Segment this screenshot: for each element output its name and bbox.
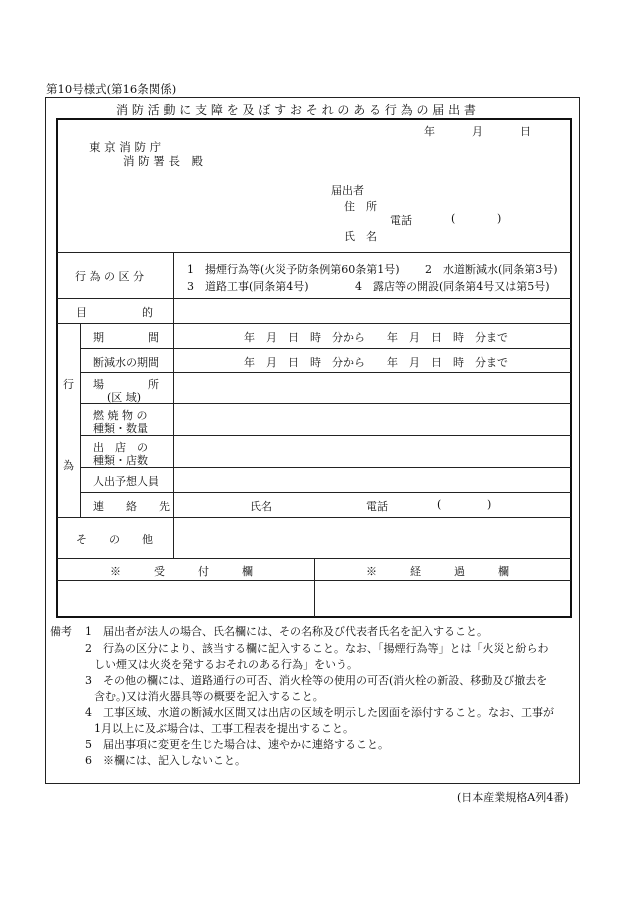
progress-label: ※ 経 過 欄 xyxy=(366,565,509,578)
act-category-option-3: 3 道路工事(同条第4号) xyxy=(187,280,309,293)
rule-after-place xyxy=(80,403,571,404)
applicant-label: 届出者 xyxy=(331,184,364,197)
note-4-line-1: 4 工事区域、水道の断減水区間又は出店の区域を明示した図面を添付すること。なお、工事が xyxy=(85,706,554,719)
addressee-agency: 東 京 消 防 庁 xyxy=(89,140,162,154)
contact-phone-paren-close: ) xyxy=(487,498,492,511)
stall-type-label: 種類・店数 xyxy=(93,454,148,467)
visitors-label: 人出予想人員 xyxy=(93,475,159,488)
rule-after-header xyxy=(57,252,571,253)
act-category-label: 行 為 の 区 分 xyxy=(75,270,144,283)
date-month-label: 月 xyxy=(472,125,483,138)
rule-after-category xyxy=(57,298,571,299)
note-2-line-2: しい煙又は火炎を発するおそれのある行為」をいう。 xyxy=(94,658,358,671)
label-column-divider xyxy=(173,252,174,558)
note-5: 5 届出事項に変更を生じた場合は、速やかに連絡すること。 xyxy=(85,738,389,751)
rule-after-period xyxy=(80,348,571,349)
period-value: 年 月 日 時 分から 年 月 日 時 分まで xyxy=(244,331,508,344)
form-title: 消 防 活 動 に 支 障 を 及 ぼ す お そ れ の あ る 行 為 の 届 出 書 xyxy=(116,103,476,117)
other-label: そ の 他 xyxy=(76,533,153,546)
rule-after-fuel xyxy=(80,435,571,436)
note-1: 1 届出者が法人の場合、氏名欄には、その名称及び代表者氏名を記入すること。 xyxy=(85,625,488,638)
date-year-label: 年 xyxy=(424,125,435,138)
contact-phone-paren-open: ( xyxy=(437,498,442,511)
stall-label: 出 店 の xyxy=(93,441,148,454)
notes-heading: 備考 xyxy=(50,625,72,638)
reception-label: ※ 受 付 欄 xyxy=(110,565,253,578)
applicant-address-label: 住 所 xyxy=(344,200,377,213)
applicant-phone-label: 電話 xyxy=(390,214,412,227)
paper-size-note: (日本産業規格A列4番) xyxy=(457,791,569,804)
contact-label: 連 絡 先 xyxy=(93,500,170,513)
act-side-char-2: 為 xyxy=(63,459,74,472)
fuel-type-label: 種類・数量 xyxy=(93,422,148,435)
contact-name-label: 氏名 xyxy=(250,500,272,513)
note-2-line-1: 2 行為の区分により、該当する欄に記入すること。なお、「揚煙行為等」とは「火災と紛らわ xyxy=(85,642,549,655)
form-number: 第10号様式(第16条関係) xyxy=(46,82,177,96)
act-side-divider xyxy=(80,323,81,517)
fuel-label: 燃 焼 物 の xyxy=(93,409,148,422)
note-3-line-2: 含む。)又は消火器具等の概要を記入すること。 xyxy=(94,690,324,703)
applicant-phone-paren-open: ( xyxy=(451,212,456,225)
addressee-chief: 消 防 署 長 殿 xyxy=(123,154,203,168)
date-day-label: 日 xyxy=(520,125,531,138)
reception-progress-divider xyxy=(314,558,315,617)
rule-after-watercut xyxy=(80,372,571,373)
purpose-label: 目 的 xyxy=(76,306,153,319)
water-cut-value: 年 月 日 時 分から 年 月 日 時 分まで xyxy=(244,356,508,369)
act-category-option-2: 2 水道断減水(同条第3号) xyxy=(425,263,558,276)
rule-after-purpose xyxy=(57,323,571,324)
note-4-line-2: 1月以上に及ぶ場合は、工事工程表を提出すること。 xyxy=(94,722,354,735)
note-6: 6 ※欄には、記入しないこと。 xyxy=(85,754,246,767)
water-cut-label: 断減水の期間 xyxy=(93,356,159,369)
applicant-phone-paren-close: ) xyxy=(497,212,502,225)
contact-phone-label: 電話 xyxy=(366,500,388,513)
note-3-line-1: 3 その他の欄には、道路通行の可否、消火栓等の使用の可否(消火栓の新設、移動及び撤去を xyxy=(85,674,548,687)
period-label: 期 間 xyxy=(93,331,159,344)
place-label: 場 所 xyxy=(93,378,159,391)
applicant-name-label: 氏 名 xyxy=(344,230,377,243)
act-side-char-1: 行 xyxy=(63,378,74,391)
act-category-option-4: 4 露店等の開設(同条第4号又は第5号) xyxy=(355,280,550,293)
act-category-option-1: 1 揚煙行為等(火災予防条例第60条第1号) xyxy=(187,263,400,276)
rule-after-contact xyxy=(57,517,571,518)
rule-after-visitors xyxy=(80,492,571,493)
rule-after-stall xyxy=(80,467,571,468)
place-area-label: (区 域) xyxy=(107,391,142,404)
